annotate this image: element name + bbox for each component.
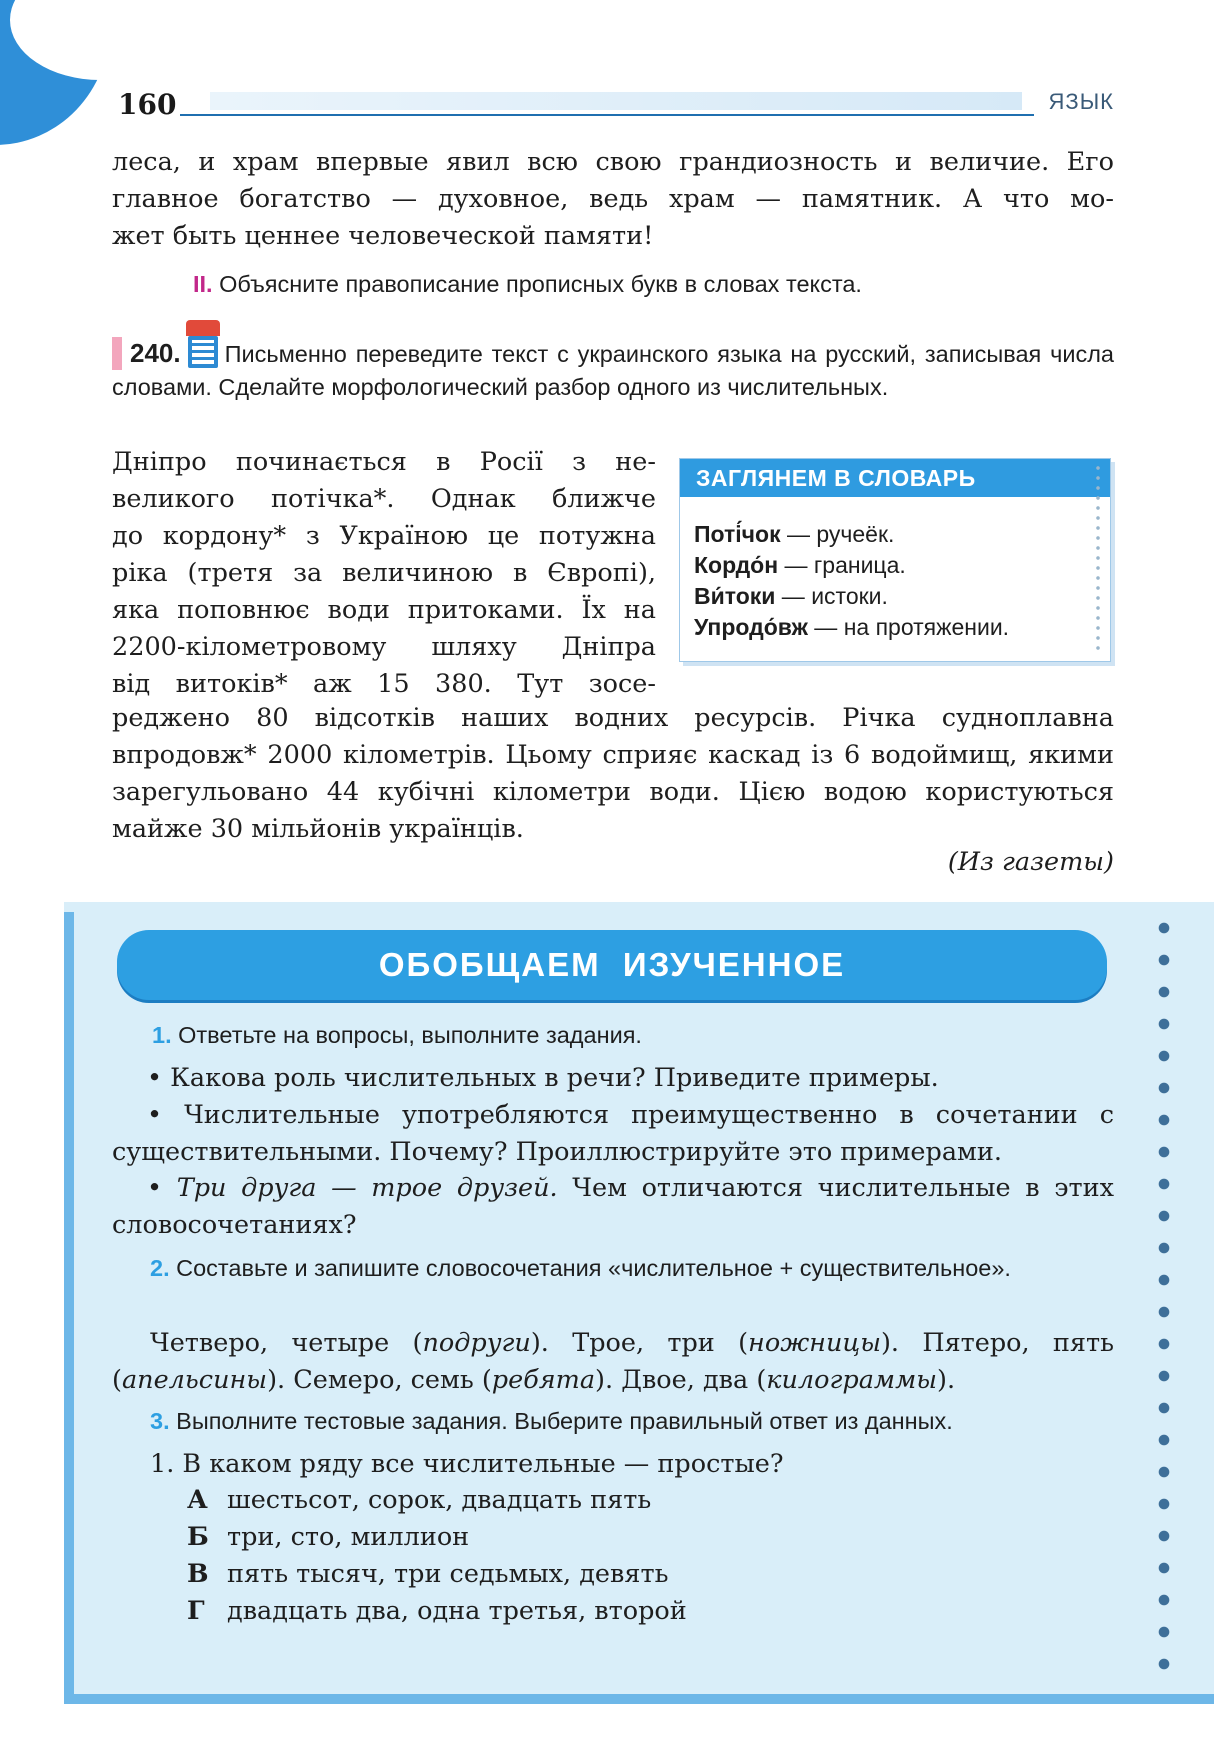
pair-italic: апельсины — [121, 1365, 268, 1395]
task-3-text: Выполните тестовые задания. Выберите правильный ответ из данных. — [176, 1408, 953, 1434]
answer-option[interactable] — [187, 1519, 1087, 1556]
pair-close: ). — [267, 1365, 294, 1395]
intro-paragraph — [112, 144, 1114, 255]
answer-text: шестьсот, сорок, двадцать пять — [227, 1485, 652, 1515]
exercise-instruction: Письменно переведите текст с украинского языка на русский, записывая числа словами. Сделайте морфологический разбор одного из числительных. — [112, 341, 1114, 400]
dictionary-entry — [694, 612, 1110, 643]
page-header — [118, 84, 1114, 120]
intro-line: леса, и храм впервые явил всю свою грандиозность и величие. Его — [112, 147, 1114, 177]
answer-text: пять тысяч, три седьмых, девять — [227, 1559, 669, 1589]
ua-line: ріка (третя за величиною в Європі), — [112, 558, 656, 588]
task-3 — [150, 1405, 1114, 1438]
panel-bottom-bar — [64, 1694, 1214, 1704]
question-bullet — [112, 1170, 1114, 1244]
pair-text: Двое, два ( — [621, 1365, 767, 1395]
task-1-number: 1. — [152, 1022, 172, 1048]
italic-phrase: Три друга — трое друзей. — [176, 1173, 558, 1203]
pair-italic: ножницы — [748, 1328, 881, 1358]
bullet: • — [147, 1173, 177, 1203]
dictionary-meaning: — на протяжении. — [807, 614, 1010, 640]
answer-text: двадцать два, одна третья, второй — [227, 1596, 687, 1626]
pair-close: ). — [880, 1328, 923, 1358]
answer-letter: Г — [187, 1596, 205, 1626]
exercise-number: 240. — [112, 337, 181, 370]
dictionary-meaning: — ручеёк. — [780, 521, 895, 547]
pair-text: Трое, три ( — [572, 1328, 749, 1358]
dot-column — [1157, 912, 1171, 1672]
exercise-240 — [112, 320, 1114, 404]
dictionary-entry — [694, 519, 1110, 550]
ua-line: яка поповнює води притоками. Їх на — [112, 595, 656, 625]
answer-letter: А — [187, 1485, 208, 1515]
pair-text: Пятеро, пять ( — [112, 1328, 1115, 1395]
task-1 — [152, 1019, 1102, 1052]
answer-option[interactable] — [187, 1556, 1087, 1593]
test-question: 1. В каком ряду все числительные — простые? — [150, 1449, 784, 1479]
dictionary-word: Поті́чок — [694, 521, 781, 547]
pair-close: ). — [530, 1328, 573, 1358]
ua-line: від витоків* аж 15 380. Тут зосе- — [112, 669, 656, 699]
pair-close: ). — [595, 1365, 622, 1395]
pair-italic: килограммы — [766, 1365, 937, 1395]
dictionary-title: ЗАГЛЯНЕМ В СЛОВАРЬ — [680, 459, 1110, 497]
question-bullet: • Числительные употребляются преимущественно в сочетании с существительными. Почему? Проиллюстрируйте это примерами. — [112, 1100, 1114, 1167]
answer-text: три, сто, миллион — [227, 1522, 470, 1552]
question-bullet: • Какова роль числительных в речи? Приведите примеры. — [147, 1063, 939, 1093]
dictionary-list — [680, 497, 1110, 643]
ua-line: 2200-кілометровому шляху Дніпра — [112, 632, 656, 662]
pair-italic: ребята — [491, 1365, 596, 1395]
task-2 — [112, 1252, 1114, 1285]
header-bar — [210, 92, 1022, 110]
task-2-number: 2. — [150, 1255, 170, 1281]
running-head: ЯЗЫК — [1048, 89, 1114, 114]
text-source: (Из газеты) — [947, 847, 1114, 877]
dictionary-word: Упродо́вж — [694, 614, 808, 640]
intro-line: жет быть ценнее человеческой памяти! — [112, 221, 654, 251]
task-II-text: Объясните правописание прописных букв в словах текста. — [219, 271, 862, 297]
ua-text-column — [112, 444, 656, 703]
dictionary-word: Кордо́н — [694, 552, 779, 578]
ua-text-continuation — [112, 700, 1114, 848]
dictionary-meaning: — граница. — [778, 552, 906, 578]
answer-letter: Б — [187, 1522, 209, 1552]
pair-close: ). — [937, 1365, 956, 1395]
answer-option[interactable] — [187, 1482, 1087, 1519]
dictionary-meaning: — истоки. — [775, 583, 888, 609]
ua-line: великого потічка*. Однак ближче — [112, 484, 656, 514]
ua-text-body: реджено 80 відсотків наших водних ресурсів. Річка судноплавна впродовж* 2000 кілометрів. Цьому сприяє каскад із 6 водоймищ, якими зарегульовано 44 кубічні кілометри води. Цією водою користуються майже 30 мільйонів українців. — [112, 703, 1114, 844]
task-II-numeral: II. — [193, 271, 213, 297]
intro-line: главное богатство — духовное, ведь храм — памятник. А что мо- — [112, 184, 1114, 214]
answer-letter: В — [187, 1559, 209, 1589]
task-2-exercise — [112, 1325, 1114, 1399]
question-rest: Чем отличаются числительные в этих словосочетаниях? — [112, 1173, 1114, 1240]
summary-banner — [117, 930, 1107, 1000]
answer-option[interactable] — [187, 1593, 1087, 1630]
panel-left-bar — [64, 912, 74, 1700]
dictionary-entry — [694, 550, 1110, 581]
corner-decoration — [0, 0, 120, 150]
answer-options — [187, 1482, 1087, 1630]
ua-line: до кордону* з Україною це потужна — [112, 521, 656, 551]
dictionary-box — [679, 458, 1111, 662]
header-rule — [180, 114, 1034, 116]
dictionary-word: Ви́токи — [694, 583, 776, 609]
pair-italic: подруги — [422, 1328, 531, 1358]
tablet-icon — [185, 320, 221, 370]
page-number: 160 — [118, 88, 177, 121]
pair-text: Четверо, четыре ( — [150, 1328, 423, 1358]
task-1-text: Ответьте на вопросы, выполните задания. — [178, 1022, 642, 1048]
ua-line: Дніпро починається в Росії з не- — [112, 447, 656, 477]
task-3-number: 3. — [150, 1408, 170, 1434]
dictionary-entry — [694, 581, 1110, 612]
dotted-border — [1096, 463, 1100, 653]
pair-text: Семеро, семь ( — [293, 1365, 492, 1395]
task-II — [193, 268, 1113, 301]
summary-title: ОБОБЩАЕМ ИЗУЧЕННОЕ — [378, 946, 846, 983]
task-2-text: Составьте и запишите словосочетания «числительное + существительное». — [176, 1255, 1011, 1281]
